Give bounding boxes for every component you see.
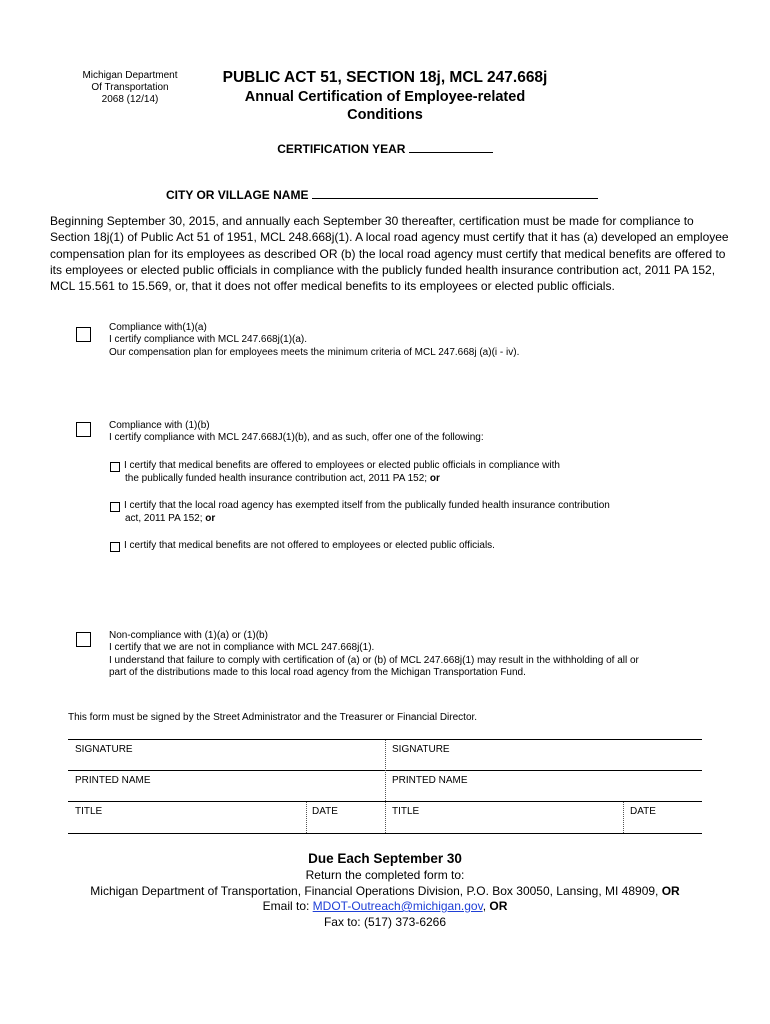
option-line: I certify compliance with MCL 247.668j(1)(a).: [109, 334, 308, 346]
form-number: 2068 (12/14): [101, 94, 159, 105]
sub-option-2-checkbox[interactable]: [110, 502, 120, 512]
sub-option-3-text: [124, 540, 495, 553]
signature-label-right[interactable]: SIGNATURE: [392, 744, 450, 755]
option-line: part of the distributions made to this local road agency from the Michigan Transportation Fund.: [109, 666, 526, 678]
option-heading: Non-compliance with (1)(a) or (1)(b): [109, 630, 268, 641]
option-line: Our compensation plan for employees meets the minimum criteria of MCL 247.668j (a)(i - iv).: [109, 346, 520, 358]
printed-name-label-left[interactable]: PRINTED NAME: [75, 775, 151, 786]
date-label-left[interactable]: DATE: [312, 806, 338, 817]
department-name-line1: Michigan Department: [82, 70, 178, 81]
return-instruction: Return the completed form to:: [305, 868, 465, 882]
option-line: I understand that failure to comply with certification of (a) or (b) of MCL 247.668j(1) may result in the withholding of all or: [109, 654, 639, 666]
printed-name-label-right[interactable]: PRINTED NAME: [392, 775, 468, 786]
signature-label-left[interactable]: SIGNATURE: [75, 744, 133, 755]
city-row: [166, 187, 598, 202]
certification-year-field[interactable]: [409, 141, 493, 153]
email-link[interactable]: MDOT-Outreach@michigan.gov: [312, 899, 483, 913]
address-or: OR: [661, 883, 680, 898]
email-or: OR: [489, 899, 508, 913]
grid-line: [68, 833, 702, 834]
grid-divider: [623, 802, 624, 833]
fax-line: Fax to: (517) 373-6266: [323, 914, 447, 929]
due-date: Due Each September 30: [308, 851, 462, 866]
title-label-right[interactable]: TITLE: [392, 806, 420, 817]
email-label: Email to:: [262, 899, 310, 913]
intro-paragraph: Beginning September 30, 2015, and annually each September 30 thereafter, certification must be made for compliance to Section 18j(1) of Public Act 51 of 1951, MCL 248.668j(1). A local road agency must certify that it has (a) developed an employee compensation plan for its employees as described OR (b) the local road agency must certify that medical benefits are offered to its employees or elected public officials in compliance with the publicly funded health insurance contribution act, 2011 PA 152, MCL 15.561 to 15.569, or, that it does not offer medical benefits to its employees or elected public officials.: [50, 214, 729, 294]
sub-option-or: or: [205, 512, 216, 524]
compliance-1b-text: [109, 420, 484, 445]
non-compliance-checkbox[interactable]: [76, 632, 91, 647]
department-block: [60, 70, 200, 106]
non-compliance-text: [109, 630, 639, 679]
sub-option-1-text: [124, 460, 560, 485]
city-label: CITY OR VILLAGE NAME: [166, 188, 309, 202]
title-line3: Conditions: [347, 107, 423, 123]
sub-option-line: I certify that medical benefits are not offered to employees or elected public officials.: [124, 540, 495, 551]
signature-note: This form must be signed by the Street Administrator and the Treasurer or Financial Director.: [68, 712, 478, 723]
grid-divider: [306, 802, 307, 833]
compliance-1b-checkbox[interactable]: [76, 422, 91, 437]
sub-option-2-text: [124, 500, 610, 525]
sub-option-line: I certify that the local road agency has exempted itself from the publically funded health insurance contribution: [124, 500, 610, 511]
footer: [0, 850, 770, 930]
compliance-1a-text: [109, 322, 519, 359]
sub-option-1-checkbox[interactable]: [110, 462, 120, 472]
option-heading: Compliance with(1)(a): [109, 322, 207, 333]
title-line2: Annual Certification of Employee-related: [244, 89, 526, 105]
option-heading: Compliance with (1)(b): [109, 420, 210, 431]
city-field[interactable]: [312, 187, 598, 199]
option-line: I certify compliance with MCL 247.668J(1)(b), and as such, offer one of the following:: [109, 432, 484, 444]
title-line1: PUBLIC ACT 51, SECTION 18j, MCL 247.668j: [222, 69, 548, 86]
certification-year-label: CERTIFICATION YEAR: [277, 142, 406, 156]
department-name-line2: Of Transportation: [91, 82, 169, 93]
option-line: I certify that we are not in compliance with MCL 247.668j(1).: [109, 642, 375, 654]
mailing-address-line: [0, 884, 770, 900]
title-label-left[interactable]: TITLE: [75, 806, 103, 817]
mailing-address: Michigan Department of Transportation, Financial Operations Division, P.O. Box 30050, Lansing, MI 48909,: [90, 883, 659, 898]
date-label-right[interactable]: DATE: [630, 806, 656, 817]
sub-option-line: the publically funded health insurance contribution act, 2011 PA 152;: [125, 472, 428, 484]
email-line: Email to: MDOT-Outreach@michigan.gov, OR: [262, 899, 508, 913]
sub-option-or: or: [429, 472, 440, 484]
compliance-1a-checkbox[interactable]: [76, 327, 91, 342]
sub-option-line: I certify that medical benefits are offered to employees or elected public officials in compliance with: [124, 460, 560, 471]
sub-option-3-checkbox[interactable]: [110, 542, 120, 552]
certification-year-row: [0, 141, 770, 156]
sub-option-line: act, 2011 PA 152;: [125, 512, 203, 524]
form-title: [180, 68, 590, 124]
grid-divider: [385, 740, 386, 833]
